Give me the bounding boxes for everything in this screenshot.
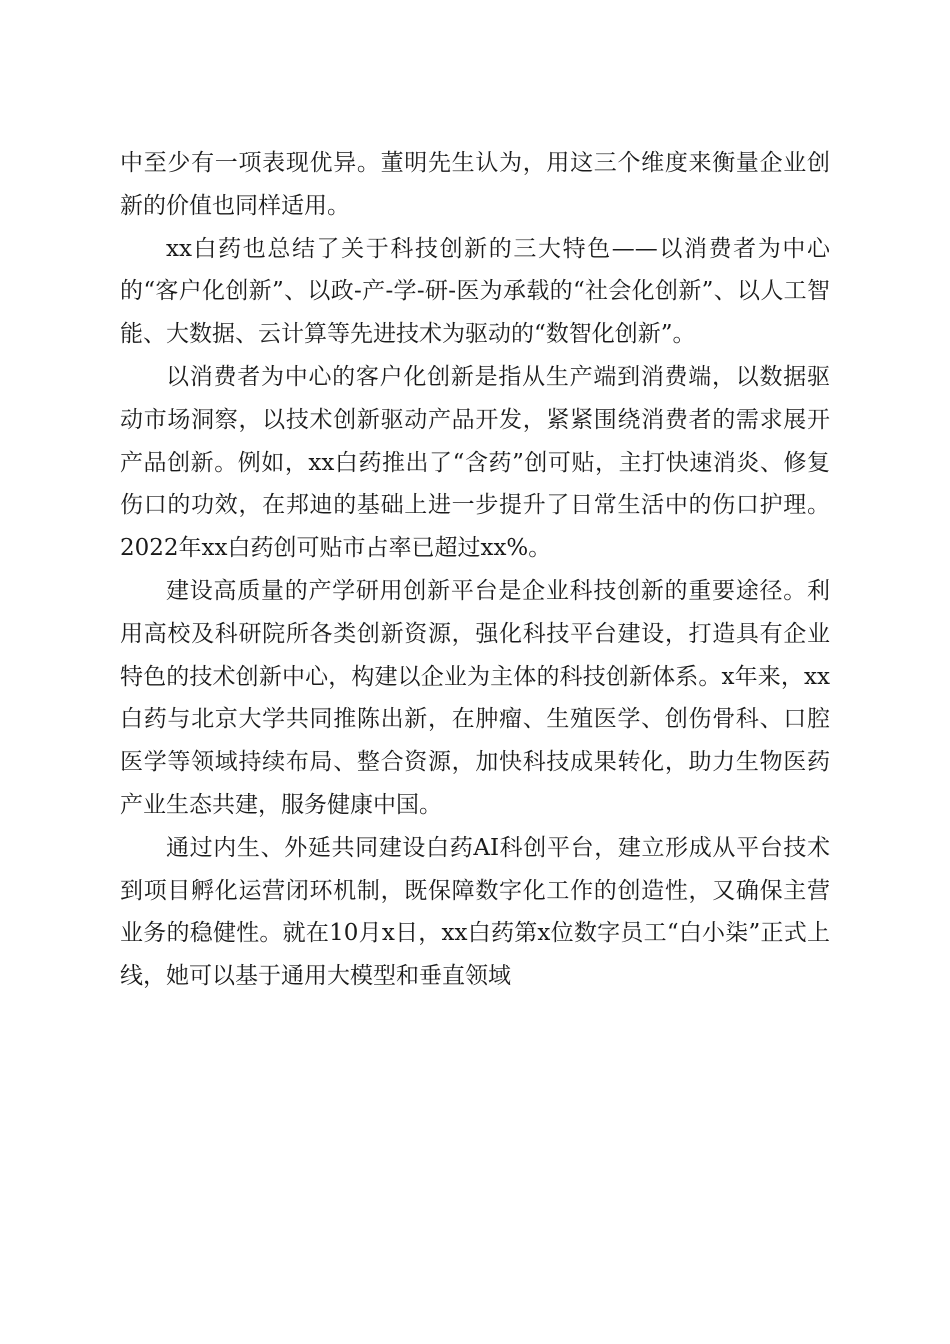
paragraph-1: 中至少有一项表现优异。董明先生认为，用这三个维度来衡量企业创新的价值也同样适用。 [120, 150, 830, 219]
paragraph-5: 通过内生、外延共同建设白药AI科创平台，建立形成从平台技术到项目孵化运营闭环机制，既保障数字化工作的创造性，又确保主营业务的稳健性。就在10月x日，xx白药第x位数字员工“白小柒”正式上线，她可以基于通用大模型和垂直领域 [120, 834, 830, 990]
document-body [120, 142, 830, 998]
paragraph-2: xx白药也总结了关于科技创新的三大特色——以消费者为中心的“客户化创新”、以政-产-学-研-医为承载的“社会化创新”、以人工智能、大数据、云计算等先进技术为驱动的“数智化创新”。 [120, 235, 830, 348]
paragraph-4: 建设高质量的产学研用创新平台是企业科技创新的重要途径。利用高校及科研院所各类创新资源，强化科技平台建设，打造具有企业特色的技术创新中心，构建以企业为主体的科技创新体系。x年来，xx白药与北京大学共同推陈出新，在肿瘤、生殖医学、创伤骨科、口腔医学等领域持续布局、整合资源，加快科技成果转化，助力生物医药产业生态共建，服务健康中国。 [120, 577, 830, 818]
paragraph-3: 以消费者为中心的客户化创新是指从生产端到消费端，以数据驱动市场洞察，以技术创新驱动产品开发，紧紧围绕消费者的需求展开产品创新。例如，xx白药推出了“含药”创可贴，主打快速消炎、修复伤口的功效，在邦迪的基础上进一步提升了日常生活中的伤口护理。2022年xx白药创可贴市占率已超过xx%。 [120, 363, 830, 562]
